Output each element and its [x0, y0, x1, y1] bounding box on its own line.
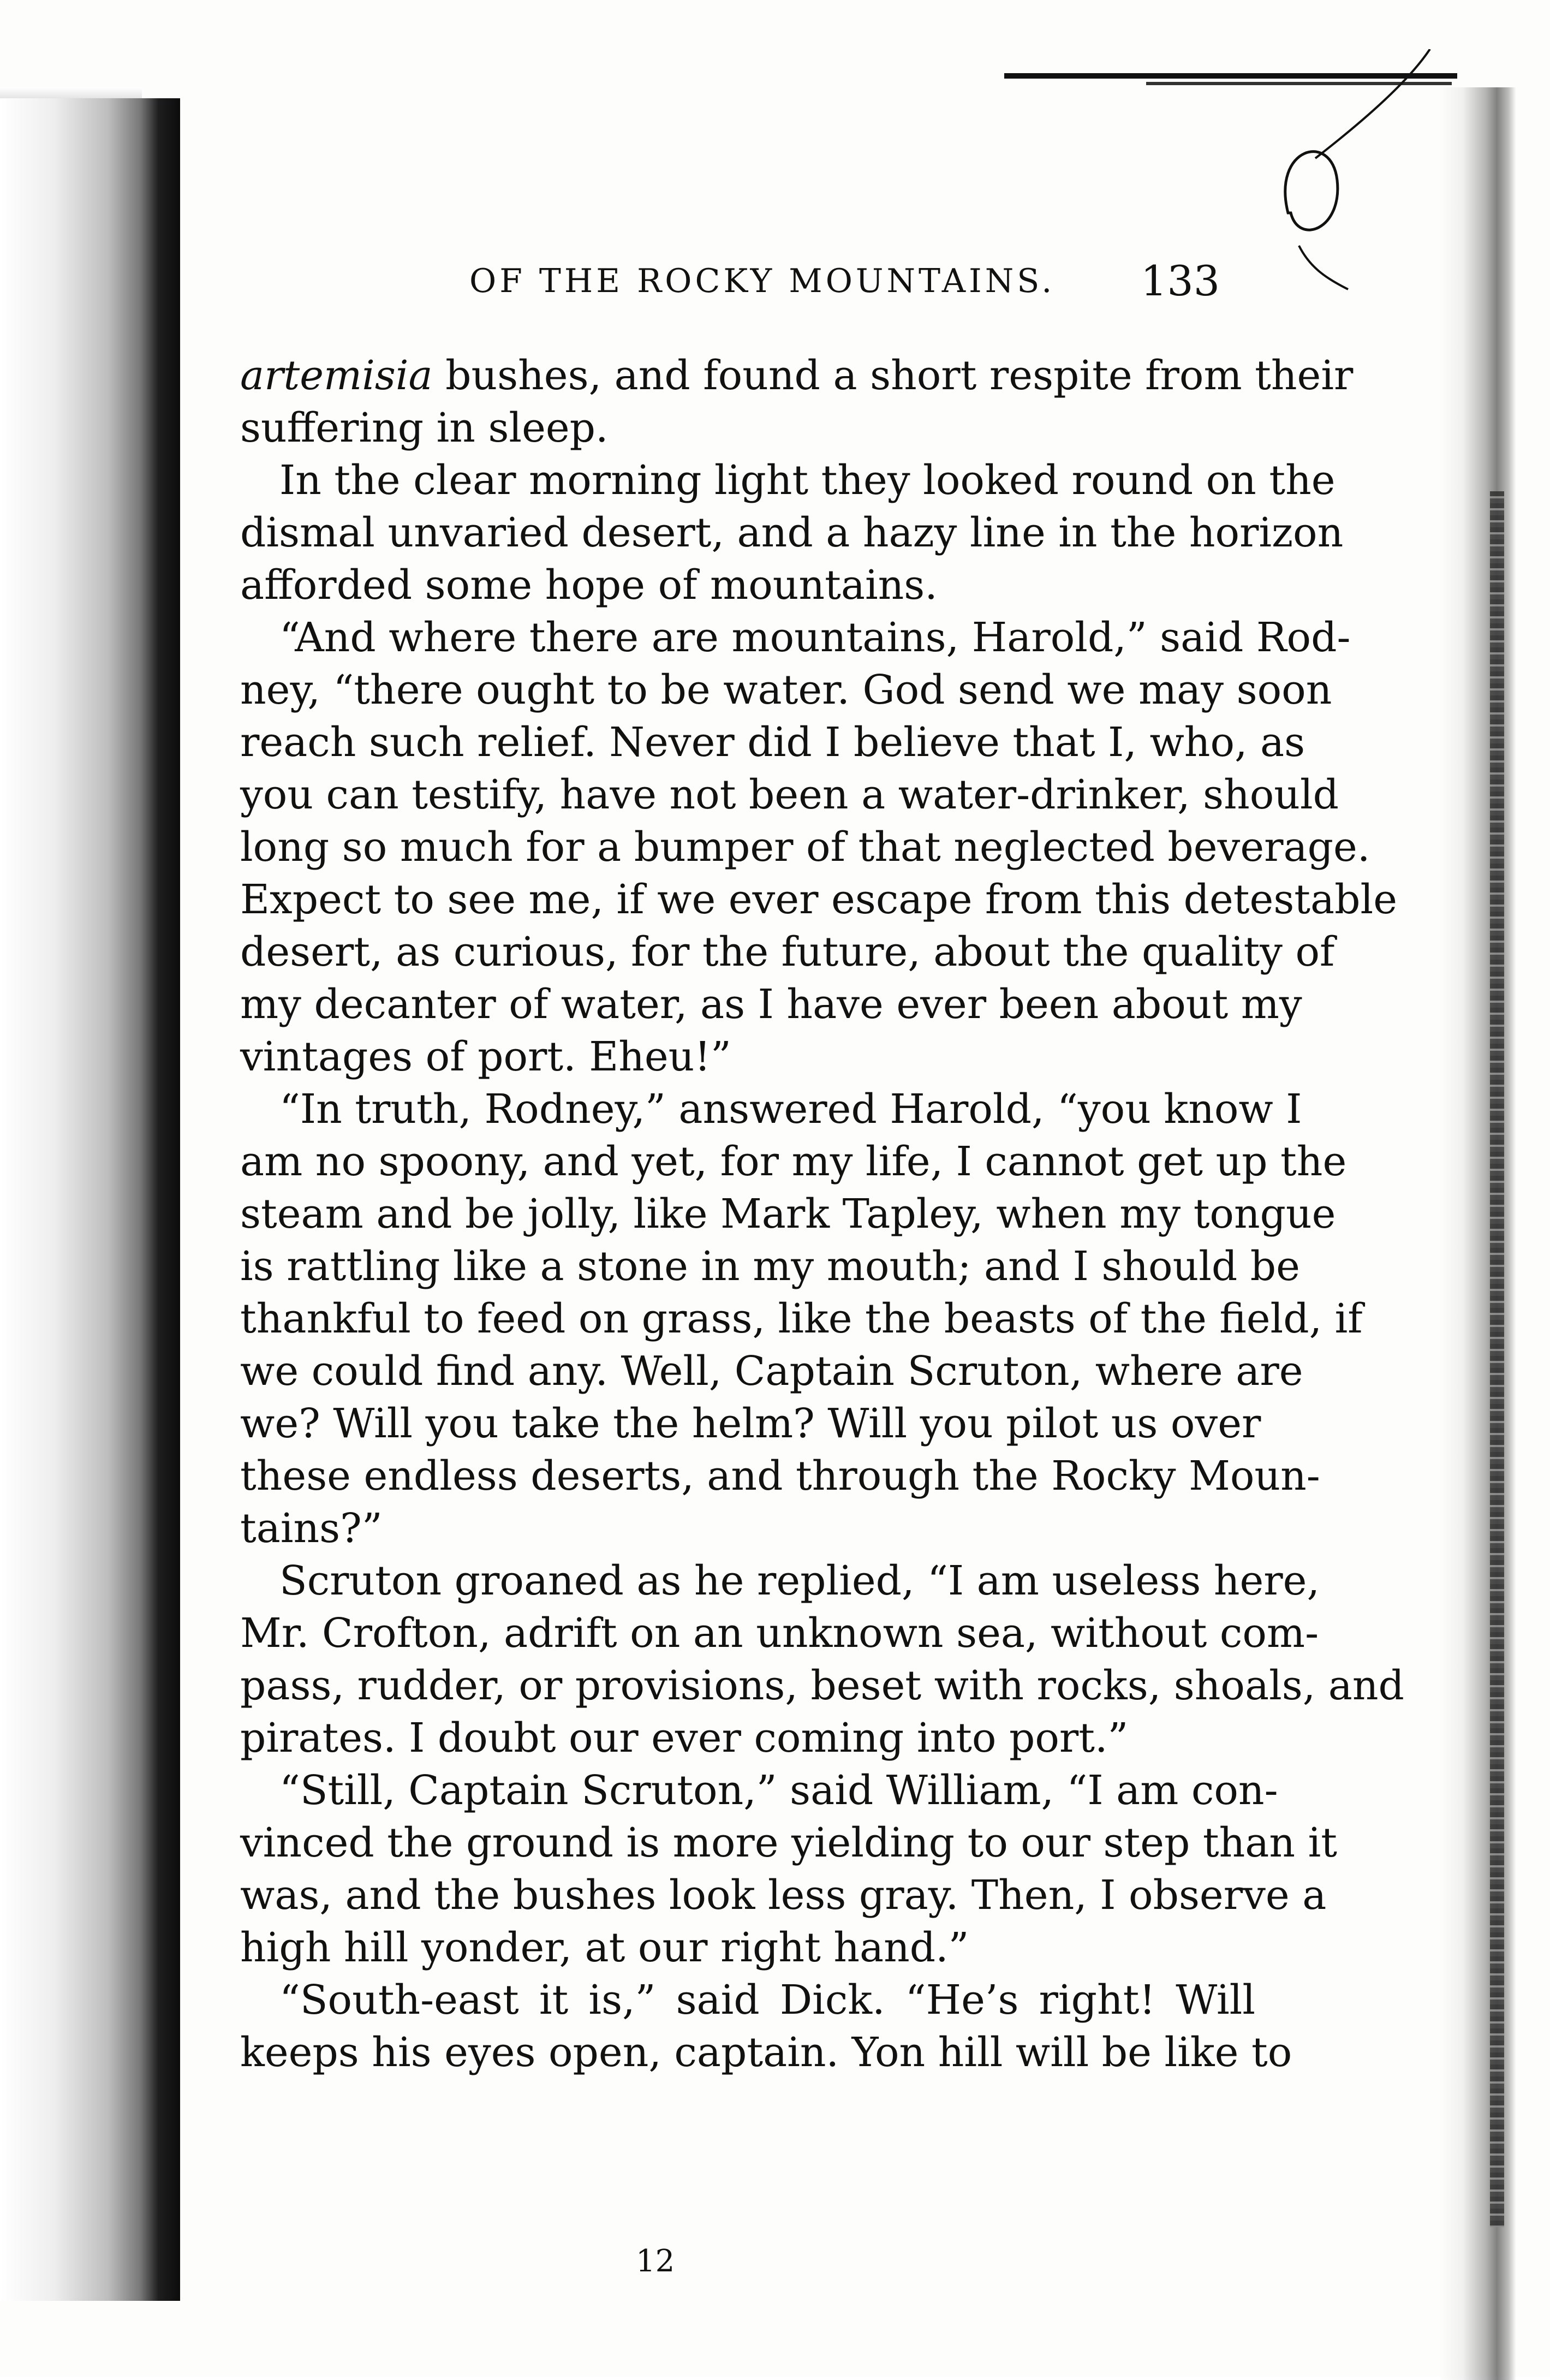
italic-word: artemisia: [240, 352, 433, 399]
text-line: suffering in sleep.: [240, 404, 609, 451]
text-line: tains?”: [240, 1505, 383, 1552]
text-line: In the clear morning light they looked round on the: [279, 457, 1336, 504]
text-line: long so much for a bumper of that neglected beverage.: [240, 824, 1370, 871]
text-line: desert, as curious, for the future, about the quality of: [240, 929, 1335, 975]
text-line: these endless deserts, and through the Rocky Moun-: [240, 1453, 1320, 1500]
text-line: dismal unvaried desert, and a hazy line in the horizon: [240, 509, 1344, 556]
running-head: OF THE ROCKY MOUNTAINS.: [469, 262, 1056, 300]
text-line: vintages of port. Eheu!”: [240, 1033, 731, 1080]
page-number: 133: [1141, 257, 1220, 305]
text-line: you can testify, have not been a water-drinker, should: [240, 771, 1339, 818]
text-line: was, and the bushes look less gray. Then, I observe a: [240, 1872, 1327, 1919]
text-line: high hill yonder, at our right hand.”: [240, 1924, 969, 1971]
pencil-sketch-mark: [1190, 49, 1528, 333]
text-line: “In truth, Rodney,” answered Harold, “you know I: [279, 1086, 1302, 1133]
text-line: “South-east it is,” said Dick. “He’s right! Will: [279, 1977, 1255, 2024]
text-line: ney, “there ought to be water. God send we may soon: [240, 667, 1332, 713]
text-line: my decanter of water, as I have ever been about my: [240, 981, 1302, 1028]
body-text: [240, 349, 1404, 2079]
text-line: Scruton groaned as he replied, “I am useless here,: [279, 1557, 1320, 1604]
text-line: is rattling like a stone in my mouth; and I should be: [240, 1243, 1300, 1290]
text-line: vinced the ground is more yielding to our step than it: [240, 1819, 1337, 1866]
signature-mark: 12: [636, 2244, 675, 2279]
text-line: keeps his eyes open, captain. Yon hill will be like to: [240, 2029, 1292, 2076]
text-line: pass, rudder, or provisions, beset with rocks, shoals, and: [240, 1662, 1404, 1709]
text-line: we? Will you take the helm? Will you pilot us over: [240, 1400, 1261, 1447]
text-line: Mr. Crofton, adrift on an unknown sea, without com-: [240, 1610, 1319, 1657]
text-line: steam and be jolly, like Mark Tapley, when my tongue: [240, 1191, 1336, 1237]
text-line: “And where there are mountains, Harold,” said Rod-: [279, 614, 1351, 661]
right-page-edge: [1440, 87, 1516, 2380]
text-line-rest: bushes, and found a short respite from their: [432, 352, 1354, 399]
text-line: am no spoony, and yet, for my life, I cannot get up the: [240, 1138, 1347, 1185]
text-line: we could find any. Well, Captain Scruton, where are: [240, 1348, 1303, 1395]
text-line: afforded some hope of mountains.: [240, 562, 938, 609]
text-line: Expect to see me, if we ever escape from this detestable: [240, 876, 1397, 923]
text-line: pirates. I doubt our ever coming into port.”: [240, 1715, 1129, 1762]
binding-gutter-shadow: [0, 98, 180, 2301]
text-line: [240, 349, 1354, 402]
right-page-edge-stripe: [1490, 491, 1504, 2227]
text-line: “Still, Captain Scruton,” said William, “I am con-: [279, 1767, 1278, 1814]
text-line: reach such relief. Never did I believe that I, who, as: [240, 719, 1305, 766]
text-line: thankful to feed on grass, like the beasts of the field, if: [240, 1295, 1363, 1342]
